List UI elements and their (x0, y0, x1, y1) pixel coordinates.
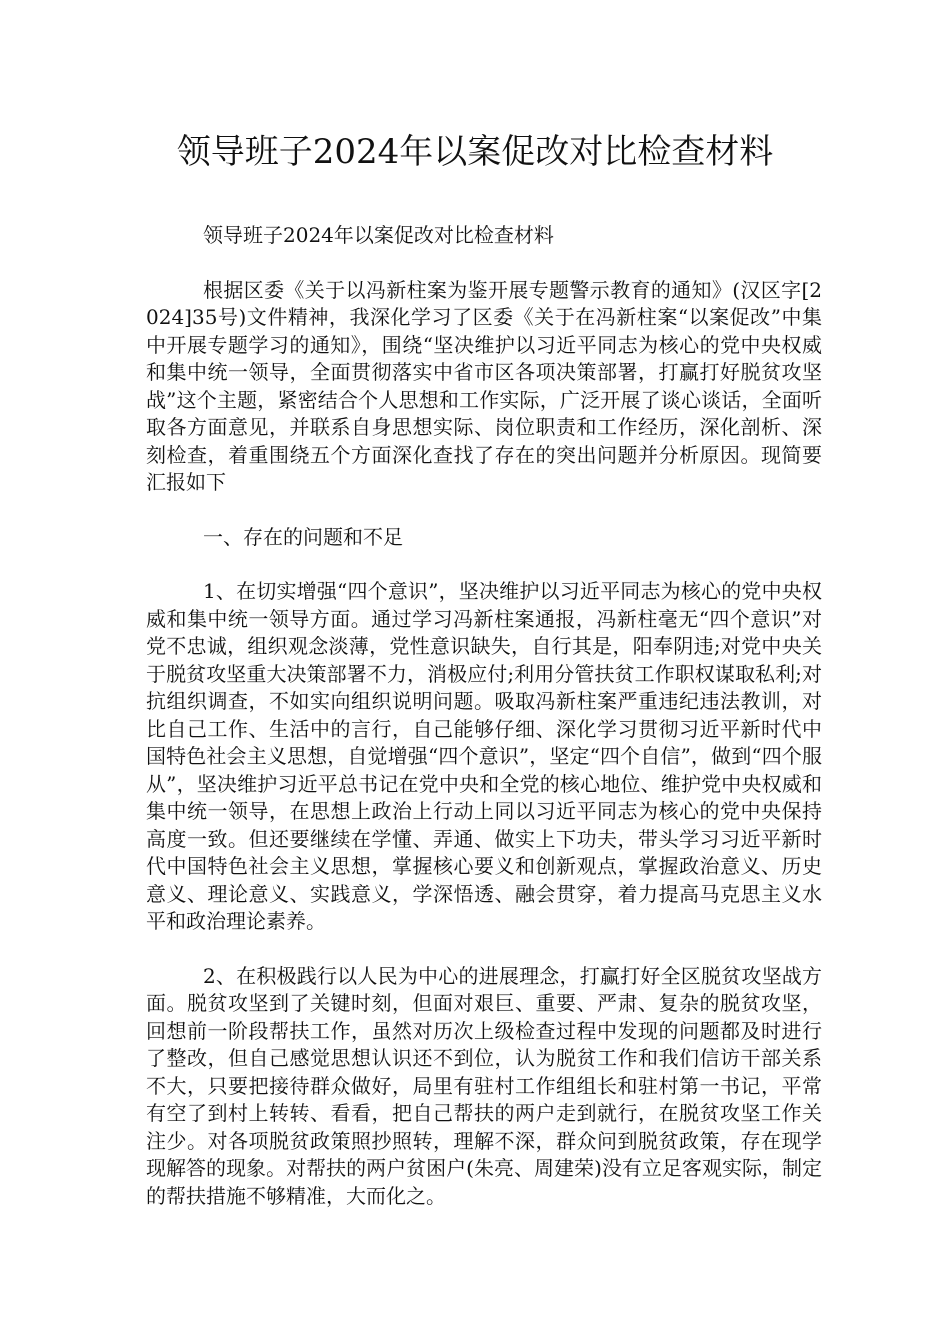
intro-paragraph: 根据区委《关于以冯新柱案为鉴开展专题警示教育的通知》(汉区字[2024]35号)文件精神，我深化学习了区委《关于在冯新柱案“以案促改”中集中开展专题学习的通知》，围绕“坚决维护以习近平同志为核心的党中央权威和集中统一领导，全面贯彻落实中省市区各项决策部署，打赢打好脱贫攻坚战”这个主题，紧密结合个人思想和工作实际，广泛开展了谈心谈话，全面听取各方面意见，并联系自身思想实际、岗位职责和工作经历，深化剖析、深刻检查，着重围绕五个方面深化查找了存在的突出问题并分析原因。现简要汇报如下 (146, 277, 822, 494)
section-heading-problems: 一、存在的问题和不足 (203, 524, 403, 549)
problem-item-1: 1、在切实增强“四个意识”，坚决维护以习近平同志为核心的党中央权威和集中统一领导方面。通过学习冯新柱案通报，冯新柱毫无“四个意识”对党不忠诚，组织观念淡薄，党性意识缺失，自行其是，阳奉阴违;对党中央关于脱贫攻坚重大决策部署不力，消极应付;利用分管扶贫工作职权谋取私利;对抗组织调查，不如实向组织说明问题。吸取冯新柱案严重违纪违法教训，对比自己工作、生活中的言行，自己能够仔细、深化学习贯彻习近平新时代中国特色社会主义思想，自觉增强“四个意识”，坚定“四个自信”，做到“四个服从”，坚决维护习近平总书记在党中央和全党的核心地位、维护党中央权威和集中统一领导，在思想上政治上行动上同以习近平同志为核心的党中央保持高度一致。但还要继续在学懂、弄通、做实上下功夫，带头学习习近平新时代中国特色社会主义思想，掌握核心要义和创新观点，掌握政治意义、历史意义、理论意义、实践意义，学深悟透、融会贯穿，着力提高马克思主义水平和政治理论素养。 (146, 579, 822, 933)
problem-item-2: 2、在积极践行以人民为中心的进展理念，打赢打好全区脱贫攻坚战方面。脱贫攻坚到了关键时刻，但面对艰巨、重要、严肃、复杂的脱贫攻坚，回想前一阶段帮扶工作，虽然对历次上级检查过程中发现的问题都及时进行了整改，但自己感觉思想认识还不到位，认为脱贫工作和我们信访干部关系不大，只要把接待群众做好，局里有驻村工作组组长和驻村第一书记，平常有空了到村上转转、看看，把自己帮扶的两户走到就行，在脱贫攻坚工作关注少。对各项脱贫政策照抄照转，理解不深，群众问到脱贫政策，存在现学现解答的现象。对帮扶的两户贫困户(朱亮、周建荣)没有立足客观实际，制定的帮扶措施不够精准，大而化之。 (146, 963, 822, 1208)
document-body (146, 222, 822, 1237)
document-title: 领导班子2024年以案促改对比检查材料 (176, 132, 774, 172)
document-subtitle: 领导班子2024年以案促改对比检查材料 (203, 223, 554, 247)
